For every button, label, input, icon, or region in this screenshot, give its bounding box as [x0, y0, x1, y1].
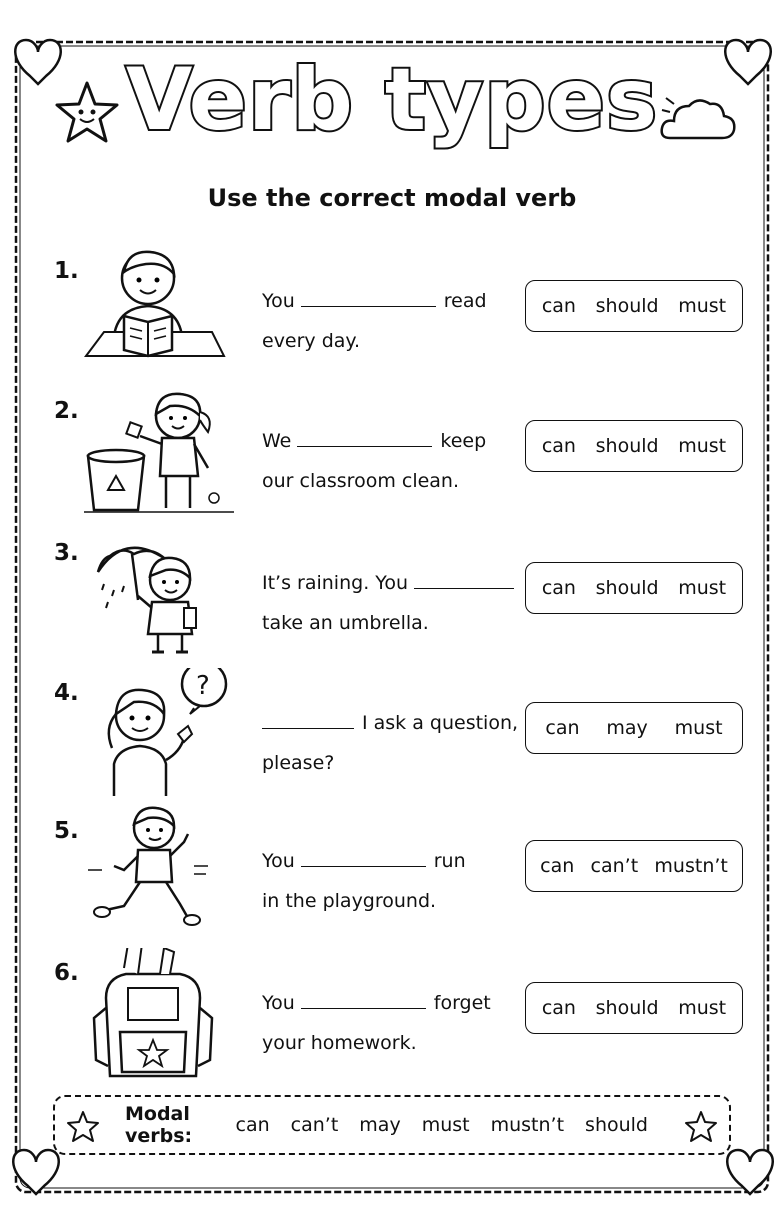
sentence-line-2: please? — [262, 752, 335, 774]
word-bank — [53, 1095, 731, 1155]
choice-box — [525, 420, 743, 472]
exercise-number: 3. — [54, 540, 79, 566]
sentence-line-1 — [262, 992, 491, 1014]
choice-box — [525, 702, 743, 754]
exercise-number: 5. — [54, 818, 79, 844]
answer-blank[interactable] — [301, 305, 436, 307]
word-bank-word: may — [359, 1114, 401, 1136]
star-icon — [65, 1109, 101, 1145]
boy-reading-icon — [84, 246, 234, 378]
answer-blank[interactable] — [301, 865, 426, 867]
girl-question-icon — [84, 668, 234, 800]
answer-blank[interactable] — [414, 587, 514, 589]
answer-blank[interactable] — [297, 445, 432, 447]
sentence-end: run — [433, 850, 466, 872]
word-bank-word: can — [235, 1114, 270, 1136]
word-bank-word: mustn’t — [490, 1114, 565, 1136]
choice-option[interactable]: must — [678, 577, 727, 599]
word-bank-word: can’t — [290, 1114, 339, 1136]
sentence-end: forget — [433, 992, 491, 1014]
answer-blank[interactable] — [262, 727, 354, 729]
choice-option[interactable]: can — [540, 855, 575, 877]
choice-option[interactable]: can — [541, 997, 576, 1019]
sentence-line-1 — [262, 572, 518, 594]
sentence-start: You — [262, 850, 295, 872]
choice-box — [525, 982, 743, 1034]
choice-box — [525, 280, 743, 332]
exercise-row — [0, 818, 784, 958]
sentence-end: read — [443, 290, 487, 312]
sentence-line-1 — [262, 430, 486, 452]
exercise-row — [0, 671, 784, 820]
word-bank-word: should — [585, 1114, 648, 1136]
choice-option[interactable]: can — [541, 295, 576, 317]
sentence-line-2: in the playground. — [262, 890, 437, 912]
choice-box — [525, 840, 743, 892]
choice-option[interactable]: must — [678, 435, 727, 457]
sentence-line-2: your homework. — [262, 1032, 417, 1054]
choice-option[interactable]: should — [595, 577, 659, 599]
sentence-line-1 — [262, 290, 487, 312]
choice-option[interactable]: can — [545, 717, 580, 739]
backpack-icon — [84, 948, 234, 1080]
exercise-row — [0, 258, 784, 398]
sentence-line-2: take an umbrella. — [262, 612, 429, 634]
sentence-start: It’s raining. You — [262, 572, 409, 594]
choice-option[interactable]: must — [678, 997, 727, 1019]
sentence-end: keep — [440, 430, 487, 452]
word-bank-words — [236, 1114, 669, 1136]
exercise-number: 2. — [54, 398, 79, 424]
choice-option[interactable]: should — [595, 997, 659, 1019]
word-bank-label: Modal verbs: — [125, 1103, 193, 1147]
exercise-row — [0, 398, 784, 538]
instructions: Use the correct modal verb — [207, 184, 577, 212]
sentence-start: You — [262, 290, 295, 312]
sentence-end: I ask a question, — [362, 712, 519, 734]
word-bank-word: must — [421, 1114, 470, 1136]
answer-blank[interactable] — [301, 1007, 426, 1009]
word-bank-content — [125, 1097, 669, 1153]
svg-text:?: ? — [196, 671, 210, 701]
boy-umbrella-icon — [84, 528, 234, 660]
star-icon — [683, 1109, 719, 1145]
sentence-line-2: every day. — [262, 330, 360, 352]
choice-option[interactable]: must — [678, 295, 727, 317]
page-title: Verb types — [125, 50, 659, 150]
choice-option[interactable]: should — [595, 295, 659, 317]
choice-option[interactable]: may — [606, 717, 648, 739]
girl-recycling-icon — [84, 386, 234, 518]
exercise-row — [0, 960, 784, 1100]
sentence-line-1 — [262, 850, 466, 872]
exercise-number: 4. — [54, 680, 79, 706]
choice-option[interactable]: should — [595, 435, 659, 457]
choice-option[interactable]: must — [674, 717, 723, 739]
sentence-line-2: our classroom clean. — [262, 470, 460, 492]
choice-option[interactable]: can’t — [590, 855, 639, 877]
exercise-number: 1. — [54, 258, 79, 284]
sentence-start: We — [262, 430, 292, 452]
exercise-row — [0, 540, 784, 680]
sentence-start: You — [262, 992, 295, 1014]
exercise-number: 6. — [54, 960, 79, 986]
boy-running-icon — [84, 806, 234, 938]
sentence-line-1 — [262, 712, 518, 734]
choice-box — [525, 562, 743, 614]
choice-option[interactable]: mustn’t — [654, 855, 728, 877]
choice-option[interactable]: can — [541, 435, 576, 457]
choice-option[interactable]: can — [541, 577, 576, 599]
